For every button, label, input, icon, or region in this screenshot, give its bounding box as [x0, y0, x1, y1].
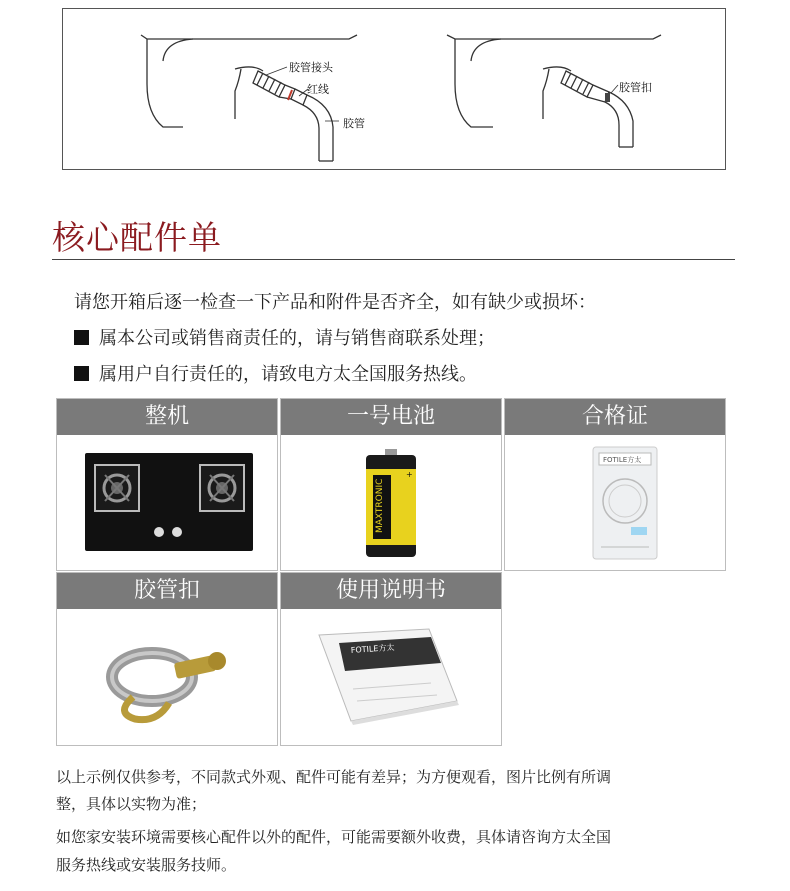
- accessory-label: 整机: [57, 399, 277, 435]
- svg-text:+: +: [406, 470, 413, 479]
- hose-installation-diagram: [62, 8, 726, 170]
- manual-image: [281, 609, 501, 749]
- label-hose-clamp: 胶管扣: [619, 81, 652, 94]
- note-line: 以上示例仅供参考，不同款式外观、配件可能有差异；为方便观看，图片比例有所调: [56, 768, 612, 786]
- bullet-item: [74, 324, 495, 350]
- hose-clamp-image: [57, 609, 277, 749]
- svg-text:FOTILE方太: FOTILE方太: [350, 642, 395, 655]
- title-divider: [52, 259, 735, 260]
- certificate-image: [505, 435, 725, 574]
- accessory-card-hose-clamp: [56, 572, 278, 746]
- accessory-card-manual: [280, 572, 502, 746]
- square-bullet-icon: [74, 330, 89, 345]
- accessory-card-battery: [280, 398, 502, 571]
- battery-image: [281, 435, 501, 574]
- label-red-line: 红线: [307, 83, 329, 96]
- section-title: 核心配件单: [52, 218, 222, 257]
- bullet-item: [74, 360, 477, 386]
- accessory-card-stove: [56, 398, 278, 571]
- square-bullet-icon: [74, 366, 89, 381]
- accessory-label: 胶管扣: [57, 573, 277, 609]
- accessory-label: 一号电池: [281, 399, 501, 435]
- gas-stove-image: [57, 435, 277, 574]
- svg-text:FOTILE方太: FOTILE方太: [603, 456, 642, 464]
- label-hose-connector: 胶管接头: [289, 61, 333, 74]
- label-hose: 胶管: [343, 117, 365, 130]
- bullet-text: 属本公司或销售商责任的，请与销售商联系处理；: [99, 328, 495, 349]
- note-line: 整，具体以实物为准；: [56, 795, 207, 813]
- intro-text: 请您开箱后逐一检查一下产品和附件是否齐全，如有缺少或损坏：: [74, 292, 596, 313]
- accessory-label: 使用说明书: [281, 573, 501, 609]
- note-line: 服务热线或安装服务技师。: [56, 856, 237, 874]
- accessory-card-certificate: [504, 398, 726, 571]
- accessory-label: 合格证: [505, 399, 725, 435]
- svg-text:MAXTRONIC: MAXTRONIC: [375, 478, 385, 533]
- note-line: 如您家安装环境需要核心配件以外的配件，可能需要额外收费，具体请咨询方太全国: [56, 828, 612, 846]
- bullet-text: 属用户自行责任的，请致电方太全国服务热线。: [99, 364, 477, 385]
